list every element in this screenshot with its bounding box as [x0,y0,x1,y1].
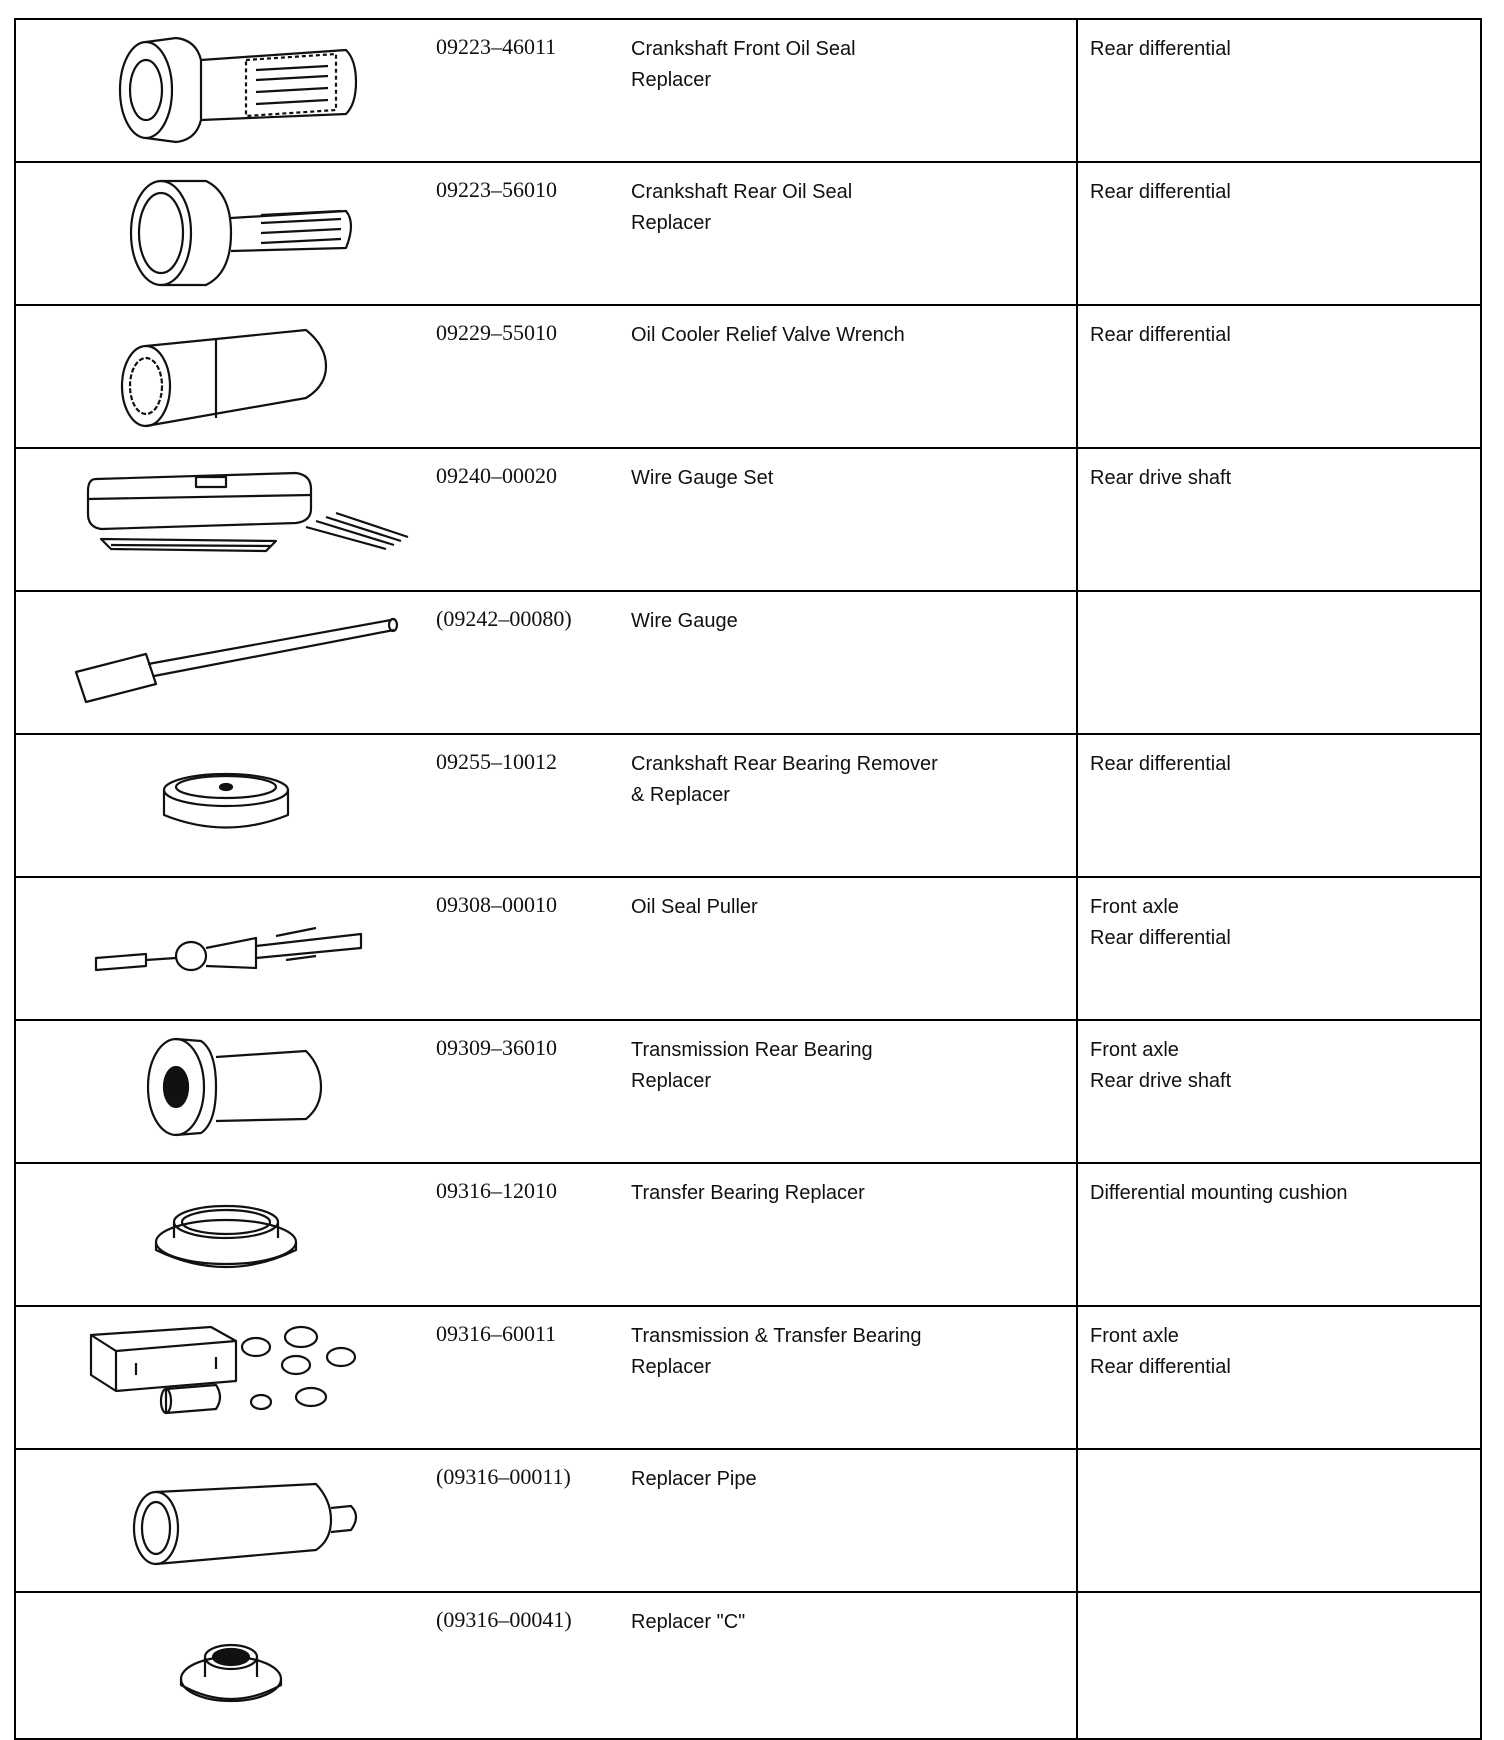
tool-name-line: Oil Cooler Relief Valve Wrench [631,324,905,346]
usage-cell [1076,1021,1480,1162]
table-row [16,1307,1480,1450]
tool-name-line: Replacer [631,1070,712,1092]
tool-illustration-cell [16,163,436,304]
usage-cell [1076,592,1480,733]
usage-item: Front axle [1090,1039,1179,1061]
part-number: 09316–60011 [436,1321,557,1346]
tool-name-line: Transmission Rear Bearing [631,1039,873,1061]
tool-illustration-cell [16,449,436,590]
replacer-pipe-icon [16,1450,436,1591]
tool-name [621,592,1076,733]
tool-name-line: Transfer Bearing Replacer [631,1182,865,1204]
usage-cell [1076,163,1480,304]
transfer-bearing-replacer-icon [16,1164,436,1305]
replacer-c-icon [16,1593,436,1738]
usage-item: Differential mounting cushion [1090,1182,1348,1204]
usage-cell [1076,20,1480,161]
part-number: 09255–10012 [436,749,557,774]
part-number: 09309–36010 [436,1035,557,1060]
table-row [16,1450,1480,1593]
tool-name-line: Wire Gauge Set [631,467,774,489]
tool-name [621,1307,1076,1448]
usage-cell [1076,878,1480,1019]
usage-item: Rear differential [1090,38,1231,60]
tool-name [621,735,1076,876]
tool-name [621,306,1076,447]
tool-name-line: Transmission & Transfer Bearing [631,1325,922,1347]
usage-cell [1076,449,1480,590]
special-tools-table [14,18,1482,1740]
usage-item: Rear differential [1090,181,1231,203]
table-row [16,735,1480,878]
part-number: (09316–00011) [436,1464,571,1489]
part-number: (09242–00080) [436,606,572,631]
tool-name-line: Crankshaft Rear Oil Seal [631,181,853,203]
bearing-replacer-kit-icon [16,1307,436,1448]
usage-item: Rear drive shaft [1090,1070,1232,1092]
usage-cell [1076,1593,1480,1738]
tool-name-line: Replacer [631,69,712,91]
tool-illustration-cell [16,306,436,447]
tool-illustration-cell [16,1021,436,1162]
tool-name-line: Replacer "C" [631,1611,746,1633]
tool-illustration-cell [16,20,436,161]
part-number: 09316–12010 [436,1178,557,1203]
wire-gauge-set-icon [16,449,436,590]
table-row [16,1021,1480,1164]
usage-cell [1076,735,1480,876]
tool-illustration-cell [16,878,436,1019]
usage-item: Rear differential [1090,927,1231,949]
tool-illustration-cell [16,1450,436,1591]
tool-name [621,1450,1076,1591]
transmission-bearing-replacer-icon [16,1021,436,1162]
table-row [16,1593,1480,1740]
tool-name-line: Replacer [631,1356,712,1378]
tool-illustration-cell [16,1593,436,1738]
part-number: 09229–55010 [436,320,557,345]
usage-cell [1076,1164,1480,1305]
usage-item: Front axle [1090,1325,1179,1347]
table-row [16,1164,1480,1307]
tool-name-line: Replacer [631,212,712,234]
table-row [16,306,1480,449]
tool-name [621,1021,1076,1162]
oil-seal-puller-icon [16,878,436,1019]
table-row [16,163,1480,306]
tool-name [621,1593,1076,1738]
usage-cell [1076,1450,1480,1591]
relief-valve-wrench-icon [16,306,436,447]
part-number: 09308–00010 [436,892,557,917]
usage-item: Rear differential [1090,753,1231,775]
rear-oil-seal-replacer-icon [16,163,436,304]
tool-illustration-cell [16,1164,436,1305]
tool-name [621,163,1076,304]
tool-name-line: Oil Seal Puller [631,896,758,918]
part-number: 09223–46011 [436,34,557,59]
tool-name [621,1164,1076,1305]
usage-item: Front axle [1090,896,1179,918]
part-number: 09240–00020 [436,463,557,488]
tool-name [621,878,1076,1019]
tool-name-line: Wire Gauge [631,610,738,632]
tool-illustration-cell [16,735,436,876]
usage-cell [1076,1307,1480,1448]
tool-name-line: Crankshaft Rear Bearing Remover [631,753,938,775]
front-oil-seal-replacer-icon [16,20,436,161]
table-row [16,20,1480,163]
tool-name-line: Replacer Pipe [631,1468,757,1490]
table-row [16,878,1480,1021]
part-number: (09316–00041) [436,1607,572,1632]
tool-name [621,20,1076,161]
usage-item: Rear drive shaft [1090,467,1232,489]
bearing-remover-icon [16,735,436,876]
part-number: 09223–56010 [436,177,557,202]
tool-name-line: Crankshaft Front Oil Seal [631,38,856,60]
wire-gauge-icon [16,592,436,733]
tool-name [621,449,1076,590]
usage-cell [1076,306,1480,447]
tool-name-line: & Replacer [631,784,730,806]
tool-illustration-cell [16,592,436,733]
table-row [16,449,1480,592]
usage-item: Rear differential [1090,324,1231,346]
table-row [16,592,1480,735]
usage-item: Rear differential [1090,1356,1231,1378]
tool-illustration-cell [16,1307,436,1448]
